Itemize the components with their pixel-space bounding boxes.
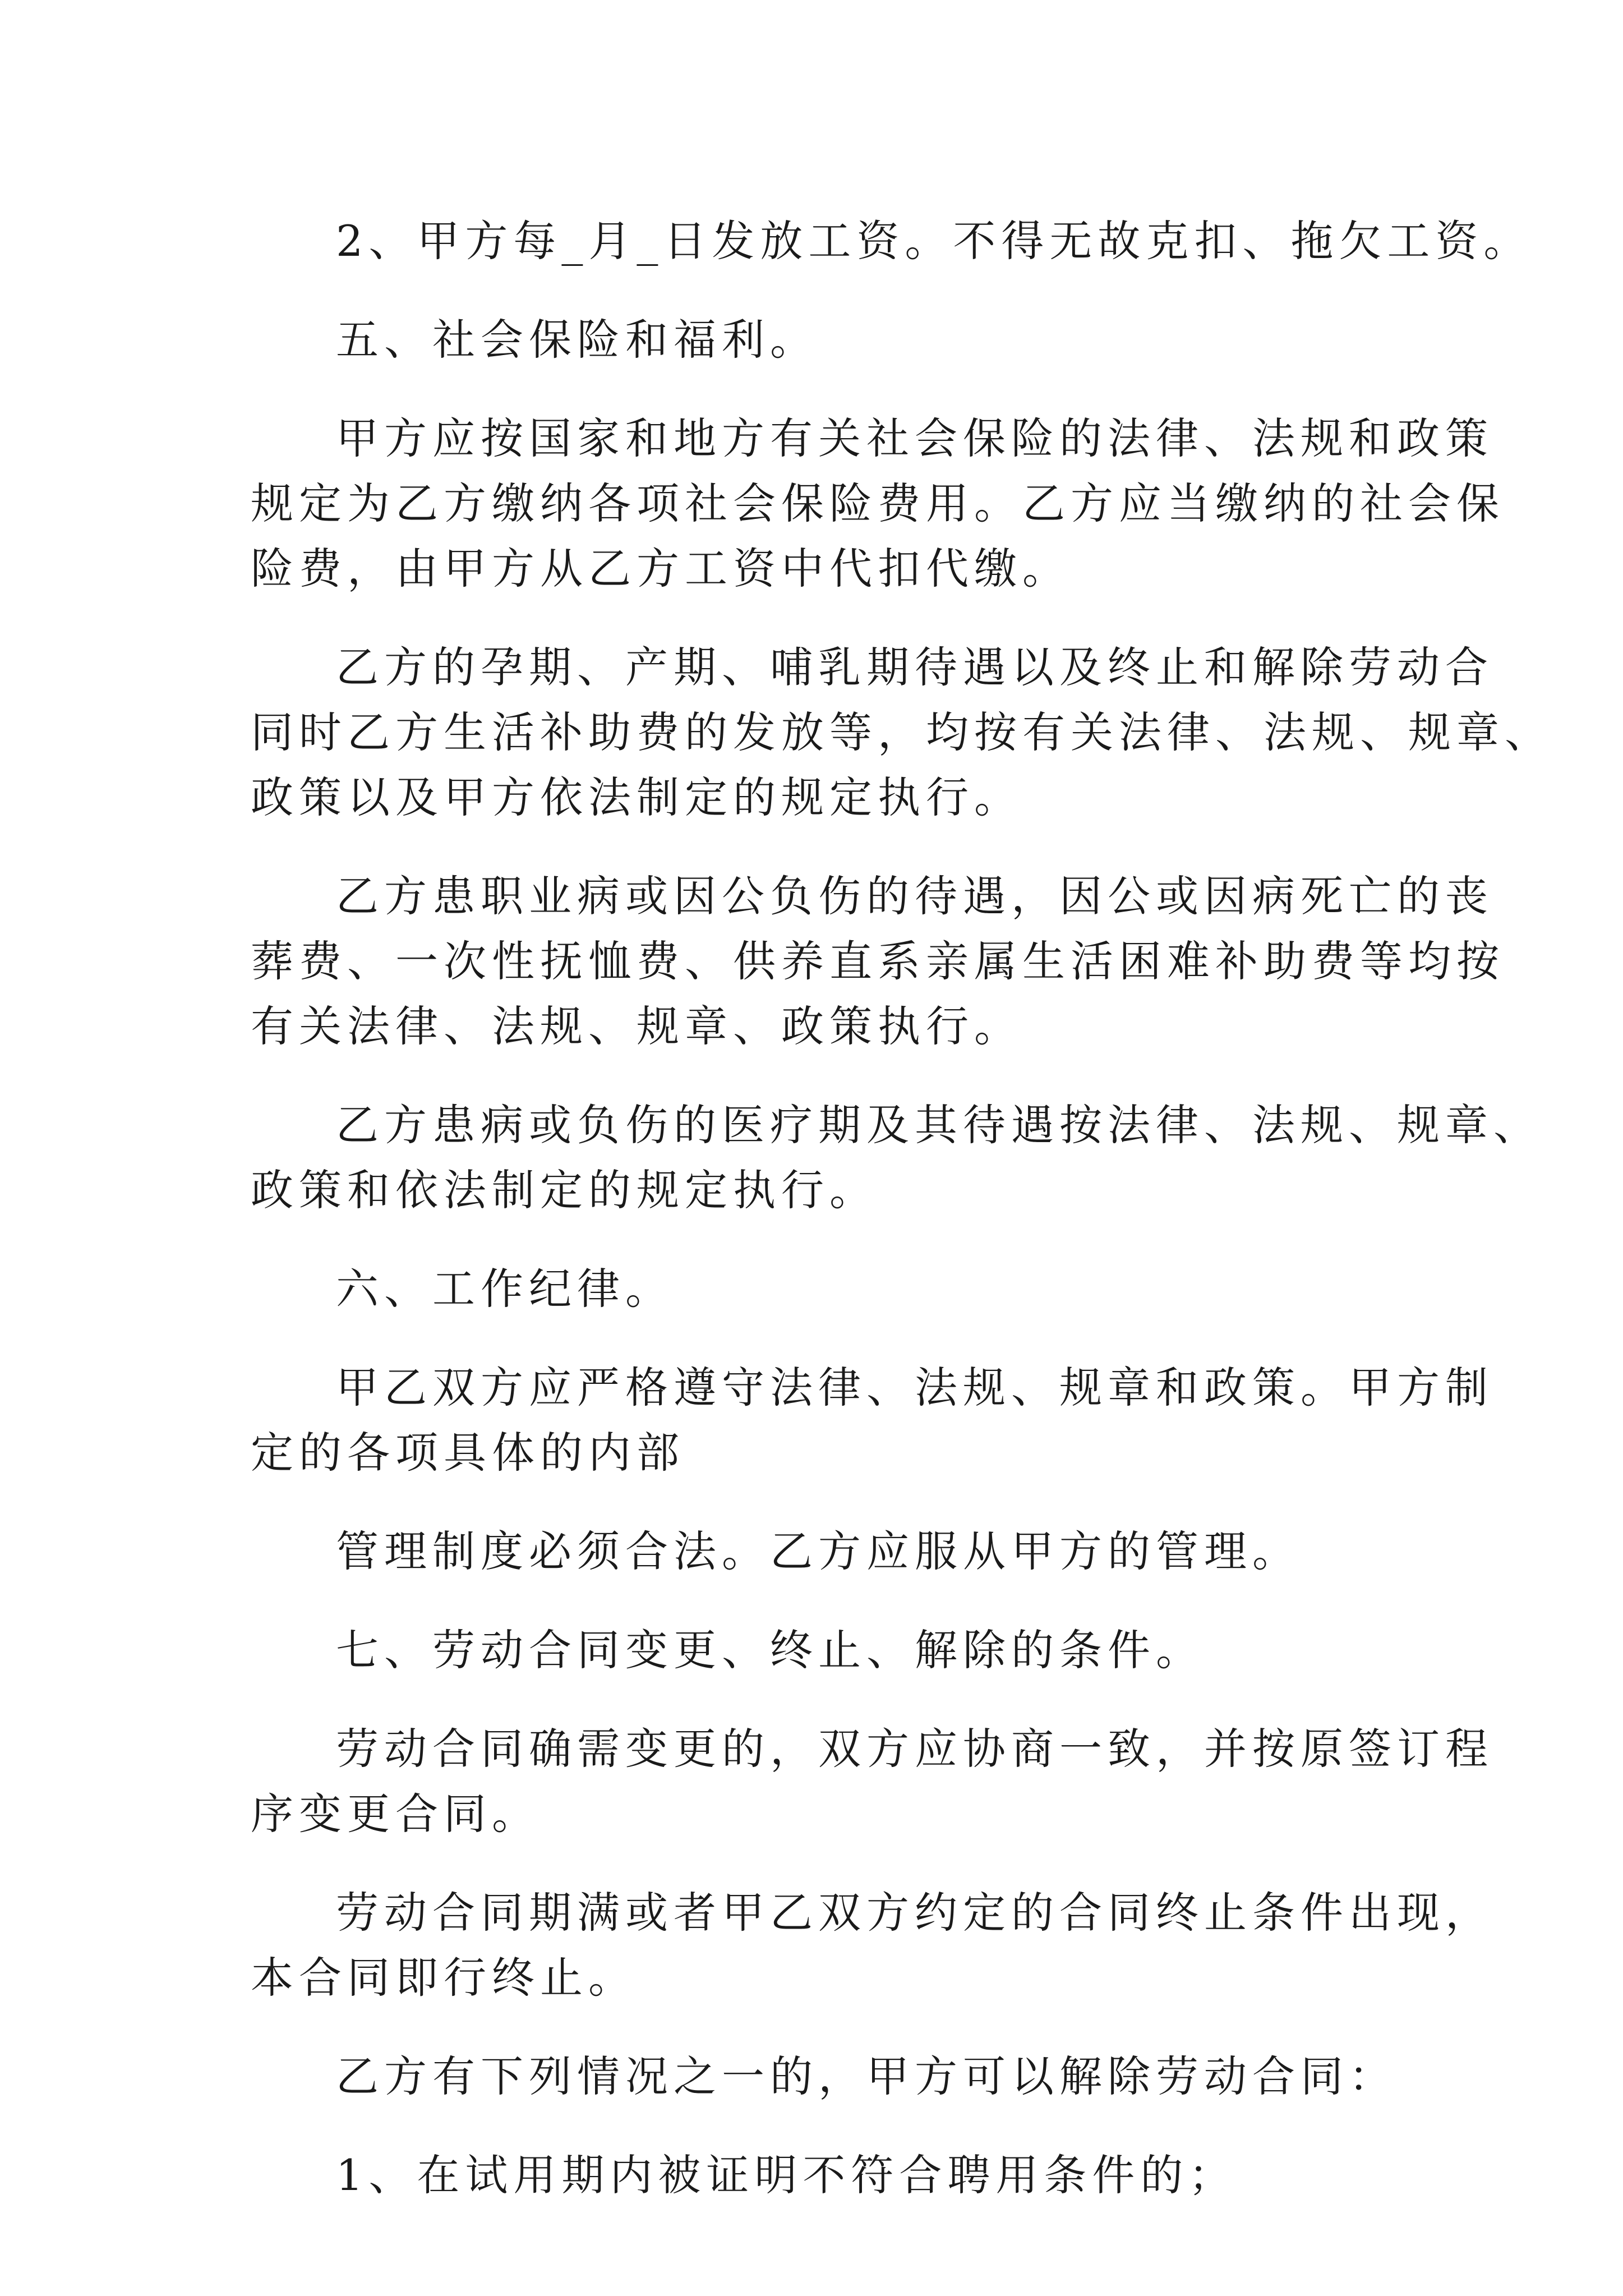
section-heading-discipline: 六、工作纪律。 (336, 1264, 674, 1314)
paragraph-line: 管理制度必须合法。乙方应服从甲方的管理。 (336, 1526, 1301, 1576)
paragraph-line: 险费，由甲方从乙方工资中代扣代缴。 (251, 544, 1071, 593)
section-heading-insurance: 五、社会保险和福利。 (336, 315, 818, 365)
paragraph-line: 劳动合同确需变更的，双方应协商一致，并按原签订程 (336, 1724, 1493, 1774)
paragraph-line: 甲乙双方应严格遵守法律、法规、规章和政策。甲方制 (336, 1363, 1493, 1412)
paragraph-line: 乙方患病或负伤的医疗期及其待遇按法律、法规、规章、 (336, 1100, 1542, 1150)
paragraph-line: 乙方患职业病或因公负伤的待遇，因公或因病死亡的丧 (336, 871, 1493, 921)
section-heading-contract-change: 七、劳动合同变更、终止、解除的条件。 (336, 1625, 1204, 1675)
paragraph-line: 同时乙方生活补助费的发放等，均按有关法律、法规、规章、 (251, 707, 1553, 757)
paragraph-wage-day: 2、甲方每_月_日发放工资。不得无故克扣、拖欠工资。 (336, 216, 1532, 266)
paragraph-line: 规定为乙方缴纳各项社会保险费用。乙方应当缴纳的社会保 (251, 478, 1505, 528)
paragraph-line: 葬费、一次性抚恤费、供养直系亲属生活困难补助费等均按 (251, 936, 1505, 986)
paragraph-line: 甲方应按国家和地方有关社会保险的法律、法规和政策 (336, 413, 1493, 463)
paragraph-line: 政策和依法制定的规定执行。 (251, 1165, 878, 1215)
paragraph-line: 乙方有下列情况之一的，甲方可以解除劳动合同： (336, 2051, 1397, 2101)
list-item: 1、在试用期内被证明不符合聘用条件的； (336, 2150, 1237, 2200)
paragraph-line: 本合同即行终止。 (251, 1953, 637, 2003)
paragraph-line: 劳动合同期满或者甲乙双方约定的合同终止条件出现， (336, 1888, 1493, 1938)
paragraph-line: 政策以及甲方依法制定的规定执行。 (251, 772, 1022, 822)
paragraph-line: 序变更合同。 (251, 1789, 540, 1839)
paragraph-line: 定的各项具体的内部 (251, 1428, 685, 1478)
document-body (251, 209, 1553, 2208)
paragraph-line: 乙方的孕期、产期、哺乳期待遇以及终止和解除劳动合 (336, 642, 1493, 692)
paragraph-line: 有关法律、法规、规章、政策执行。 (251, 1001, 1022, 1051)
